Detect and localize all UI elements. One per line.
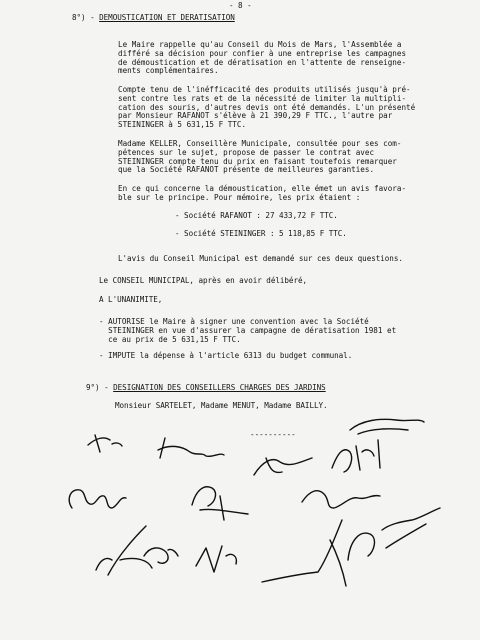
paragraph-line: Madame KELLER, Conseillère Municipale, consultée pour ses com- bbox=[118, 139, 402, 148]
conseil-statement: Le CONSEIL MUNICIPAL, après en avoir délibéré, bbox=[99, 276, 308, 285]
paragraph-line: ments complémentaires. bbox=[118, 66, 219, 76]
section-9-title: DESIGNATION DES CONSEILLERS CHARGES DES JARDINS bbox=[113, 383, 326, 392]
autorise-line: STEININGER en vue d'assurer la campagne de dératisation 1981 et bbox=[99, 325, 397, 335]
paragraph-line: STEININGER à 5 631,15 F TTC. bbox=[118, 120, 247, 130]
paragraph-line: pétences sur le sujet, propose de passer le contrat avec bbox=[118, 147, 375, 157]
paragraph-5: L'avis du Conseil Municipal est demandé sur ces deux questions. bbox=[118, 254, 403, 263]
paragraph-line: cation des souris, d'autres devis ont été demandés. L'un présenté bbox=[118, 102, 416, 112]
section-9-number: 9°) - bbox=[86, 383, 114, 392]
paragraph-line: de démoustication et de dératisation en l'attente de renseigne- bbox=[118, 57, 407, 67]
autorise-line: ce au prix de 5 631,15 F TTC. bbox=[99, 334, 241, 344]
paragraph-line: sent contre les rats et de la nécessité de limiter la multipli- bbox=[118, 93, 407, 103]
paragraph-line: ble sur le principe. Pour mémoire, les prix étaient : bbox=[118, 192, 361, 202]
paragraph-line: STEININGER compte tenu du prix en faisant toutefois remarquer bbox=[118, 156, 397, 166]
price-rafanot: - Société RAFANOT : 27 433,72 F TTC. bbox=[175, 211, 338, 220]
section-8-title: DEMOUSTICATION ET DERATISATION bbox=[99, 13, 235, 22]
signature-4 bbox=[332, 440, 380, 472]
signature-9 bbox=[96, 526, 152, 575]
signature-13 bbox=[348, 508, 440, 560]
paragraph-line: par Monsieur RAFANOT s'élève à 21 390,29 F TTC., l'autre par bbox=[118, 111, 393, 121]
paragraph-line: Le Maire rappelle qu'au Conseil du Mois de Mars, l'Assemblée a bbox=[118, 40, 402, 49]
paragraph-line: que la Société RAFANOT présente de meilleures garanties. bbox=[118, 165, 375, 175]
signature-7 bbox=[192, 487, 248, 520]
paragraph-line: différé sa décision pour confier à une entreprise les campagnes bbox=[118, 48, 407, 58]
section-9-names: Monsieur SARTELET, Madame MENUT, Madame BAILLY. bbox=[115, 401, 328, 410]
page-number: - 8 - bbox=[229, 1, 252, 10]
price-steininger: - Société STEININGER : 5 118,85 F TTC. bbox=[175, 229, 347, 238]
signature-8 bbox=[302, 491, 380, 508]
signature-1 bbox=[88, 435, 122, 452]
paragraph-line: Compte tenu de l'inéfficacité des produits utilisés jusqu'à pré- bbox=[118, 85, 411, 94]
section-8-number: 8°) - bbox=[72, 13, 100, 22]
signature-3 bbox=[254, 458, 312, 475]
signature-11 bbox=[196, 546, 236, 572]
separator-line: ---------- bbox=[250, 430, 296, 439]
signature-2 bbox=[158, 438, 224, 458]
signature-12 bbox=[262, 520, 346, 586]
signature-6 bbox=[69, 490, 126, 508]
paragraph-line: En ce qui concerne la démoustication, elle émet un avis favora- bbox=[118, 184, 407, 193]
signature-5 bbox=[350, 419, 424, 434]
signature-10 bbox=[144, 548, 178, 563]
impute-item: - IMPUTE la dépense à l'article 6313 du budget communal. bbox=[99, 351, 353, 360]
autorise-line: - AUTORISE le Maire à signer une convention avec la Société bbox=[99, 317, 369, 326]
unanimite-statement: A L'UNANIMITE, bbox=[99, 295, 163, 304]
